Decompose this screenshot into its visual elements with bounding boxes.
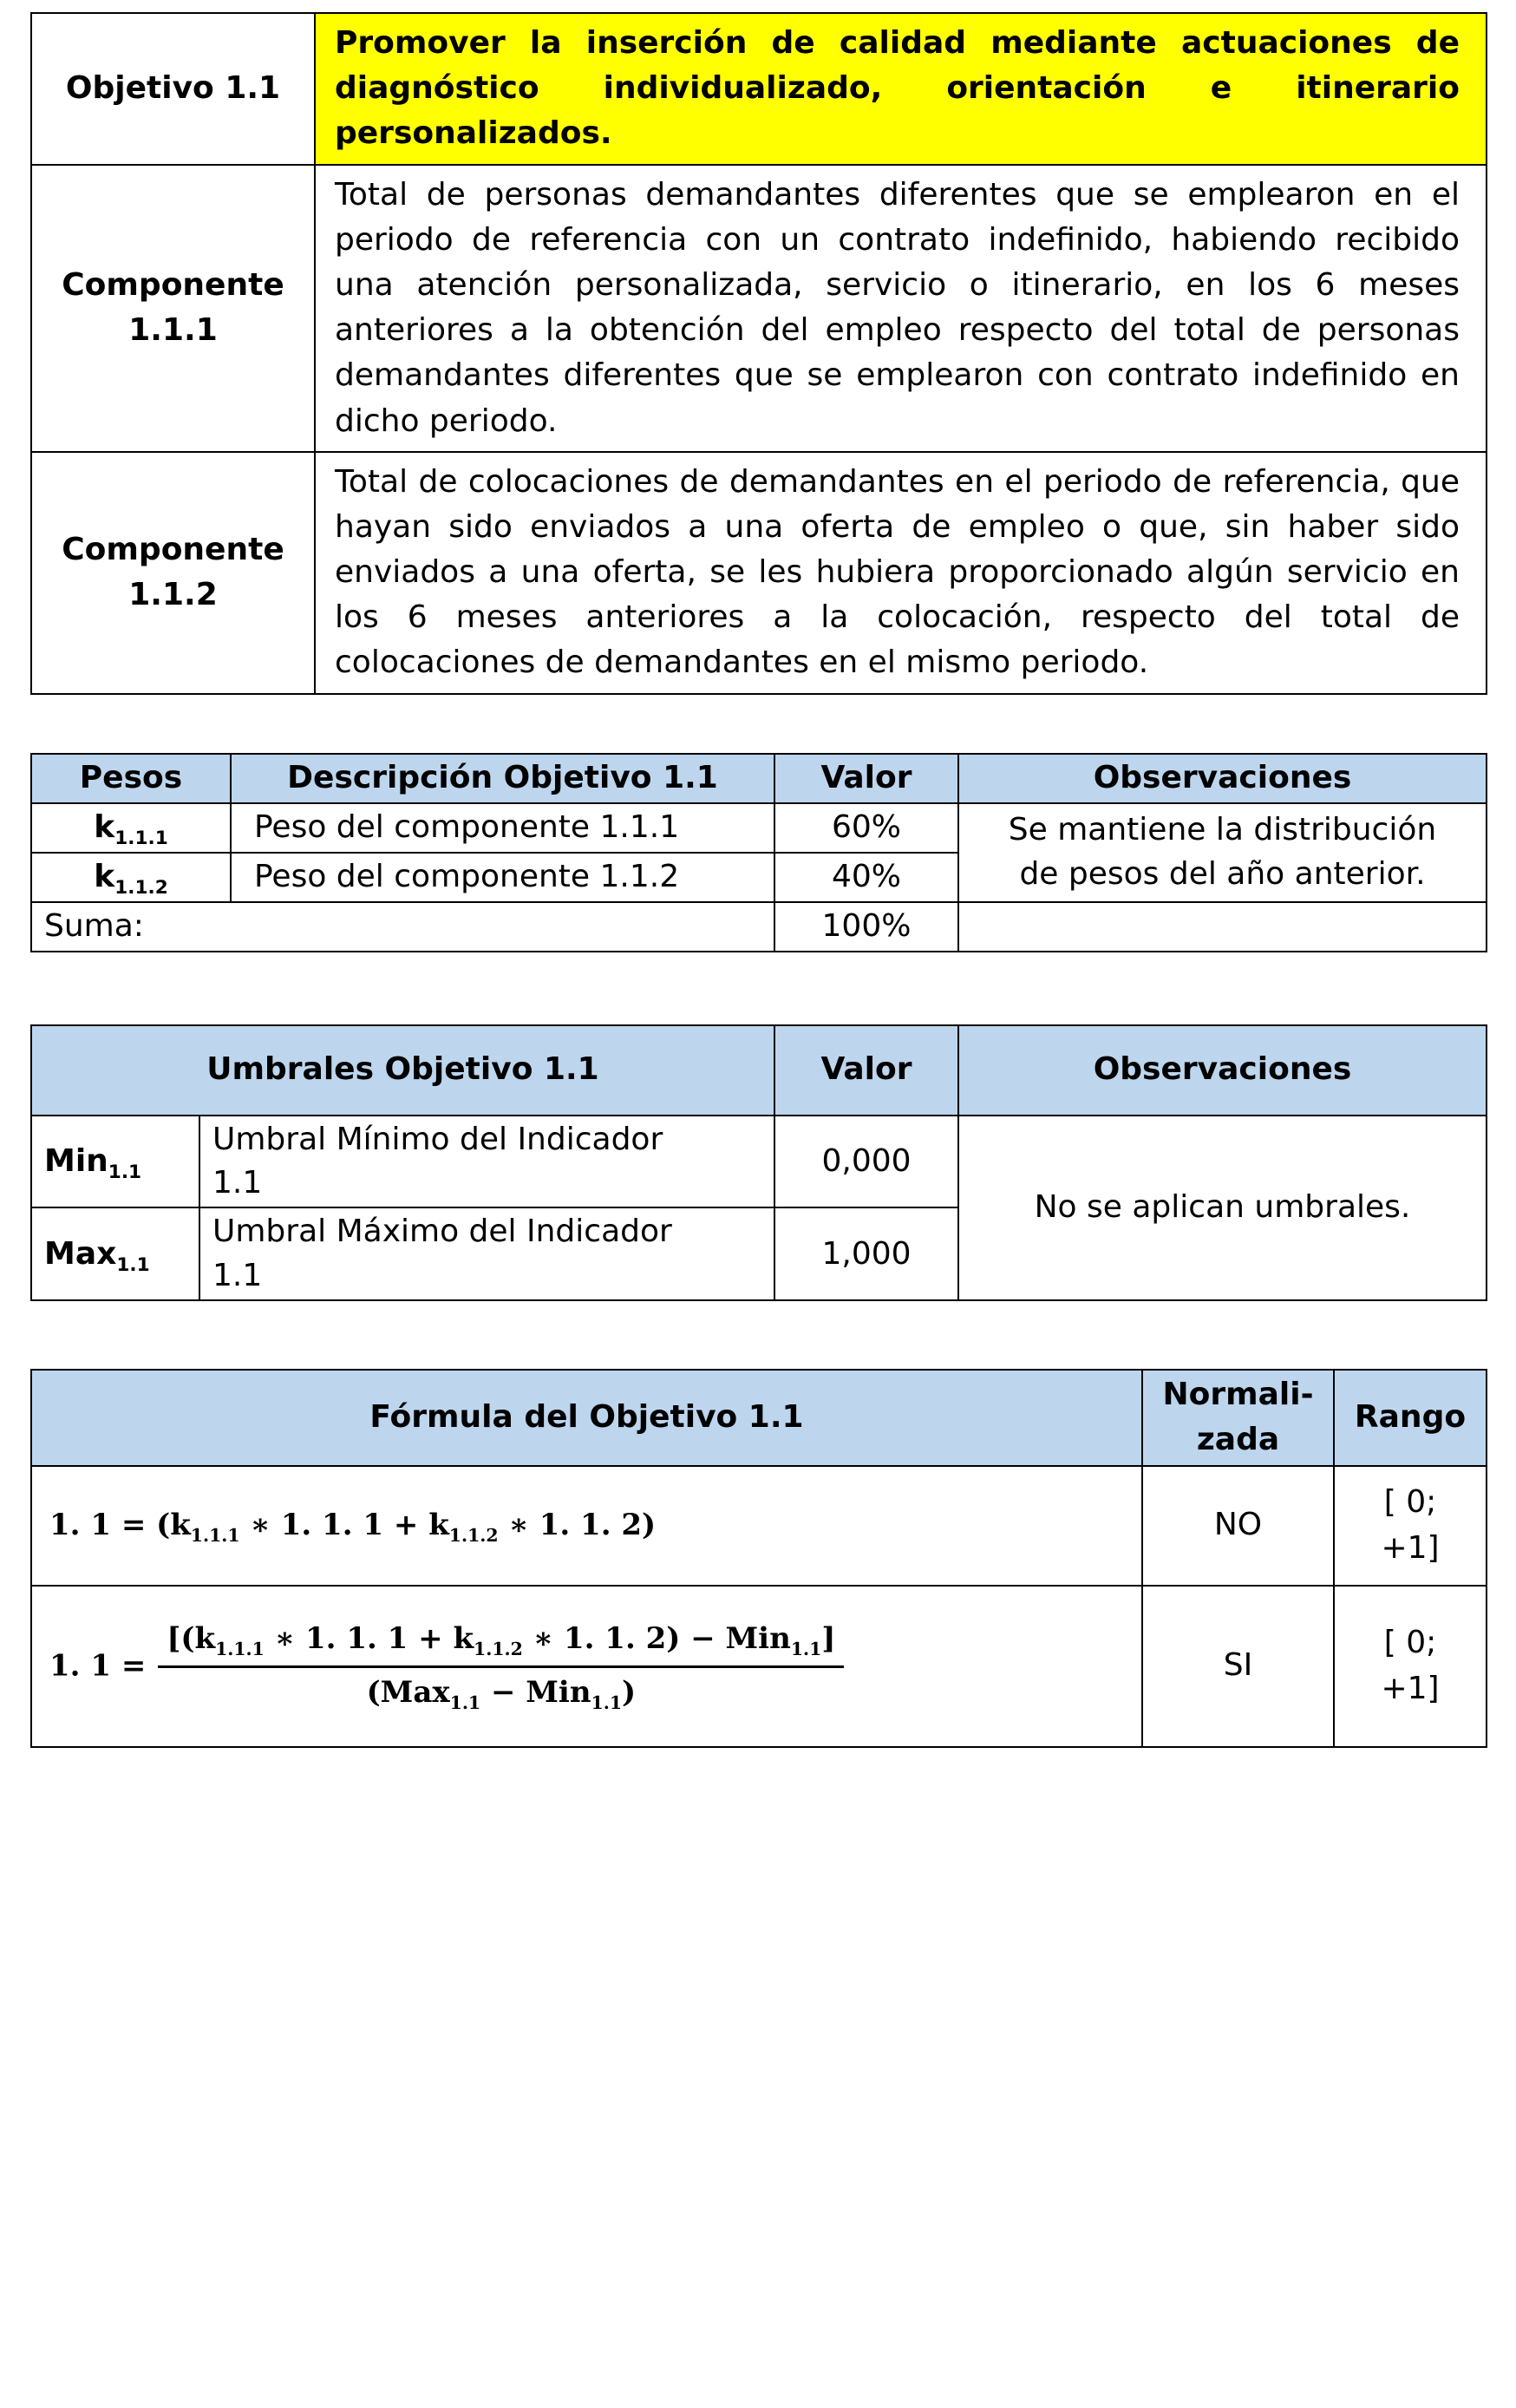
component-1-text: Total de personas demandantes diferentes que se emplearon en el periodo de referencia con un contrato indefinido, habiendo recibido una atención personalizada, servicio o itinerario, en los 6 meses anteriores a la obtención del empleo respecto del total de personas demandantes diferentes que se emplearon con contrato indefinido en dicho periodo. xyxy=(315,165,1487,452)
suma-label: Suma: xyxy=(31,902,774,952)
objective-description-table xyxy=(30,12,1487,695)
min-value: 0,000 xyxy=(774,1116,958,1208)
symbol-subscript: 1.1 xyxy=(108,1161,142,1183)
formula-row-normalized xyxy=(31,1586,1487,1747)
max-value: 1,000 xyxy=(774,1207,958,1300)
formula-normalized-expression: 1. 1 = $\frac{[(k_{1.1.1} ∗ 1. 1. 1 + k_{1.1.2} ∗ 1. 1. 2) - Min_{1.1}]}{(Max_{1.1} - Min_{1.1})}$ xyxy=(49,1647,844,1682)
umbral-min-row xyxy=(31,1116,1487,1208)
rango-value-2: [ 0; +1] xyxy=(1334,1586,1487,1747)
objective-row xyxy=(31,13,1487,165)
weight-symbol-2 xyxy=(31,853,231,902)
symbol-base: Max xyxy=(44,1235,117,1272)
weight-description-2: Peso del componente 1.1.2 xyxy=(231,853,774,902)
col-header-descripcion: Descripción Objetivo 1.1 xyxy=(231,754,774,803)
symbol-subscript: 1.1.1 xyxy=(114,828,168,850)
symbol-base: Min xyxy=(44,1142,108,1179)
col-header-formula: Fórmula del Objetivo 1.1 xyxy=(31,1370,1142,1465)
suma-observations-empty xyxy=(958,902,1487,952)
symbol-subscript: 1.1 xyxy=(116,1253,150,1276)
suma-value: 100% xyxy=(774,902,958,952)
formula-header-row xyxy=(31,1370,1487,1465)
weight-description-1: Peso del componente 1.1.1 xyxy=(231,803,774,853)
col-header-valor: Valor xyxy=(774,1025,958,1116)
pesos-suma-row xyxy=(31,902,1487,952)
fraction-numerator: [($k_{1.1.1}$ ∗ 1. 1. $1 + k_{1.1.2}$ ∗ 1. 1. 2) − Min$_{1.1}$] xyxy=(158,1618,844,1668)
component-1-row xyxy=(31,165,1487,452)
objective-text: Promover la inserción de calidad mediante actuaciones de diagnóstico individualizado, orientación e itinerario personalizados. xyxy=(315,13,1487,165)
objective-label: Objetivo 1.1 xyxy=(31,13,315,165)
symbol-subscript: 1.1.2 xyxy=(114,877,168,900)
normalizada-value-2: SI xyxy=(1142,1586,1334,1747)
col-header-rango: Rango xyxy=(1334,1370,1487,1465)
col-header-umbrales: Umbrales Objetivo 1.1 xyxy=(31,1025,774,1116)
formula-table xyxy=(30,1369,1487,1747)
normalizada-value-1: NO xyxy=(1142,1466,1334,1586)
umbrales-table xyxy=(30,1024,1487,1302)
component-2-label: Componente 1.1.2 xyxy=(31,452,315,694)
min-description: Umbral Mínimo del Indicador 1.1 xyxy=(199,1116,774,1208)
weight-value-2: 40% xyxy=(774,853,958,902)
component-1-label: Componente 1.1.1 xyxy=(31,165,315,452)
component-2-row xyxy=(31,452,1487,694)
col-header-normalizada: Normali-zada xyxy=(1142,1370,1334,1465)
symbol-base: k xyxy=(94,808,115,845)
formula-unnormalized-expression: 1. $1 = (k_{1.1.1}$ ∗ 1. 1. $1 + k_{1.1.2}$ ∗ 1. 1. 2) xyxy=(49,1508,657,1547)
umbrales-header-row xyxy=(31,1025,1487,1116)
col-header-observaciones: Observaciones xyxy=(958,1025,1487,1116)
formula-normalized xyxy=(31,1586,1142,1747)
fraction-denominator: (Max$_{1.1}$ − Min$_{1.1}$) xyxy=(366,1675,637,1713)
pesos-table xyxy=(30,753,1487,952)
max-symbol xyxy=(31,1207,199,1300)
weight-value-1: 60% xyxy=(774,803,958,853)
rango-value-1: [ 0; +1] xyxy=(1334,1466,1487,1586)
umbrales-observations: No se aplican umbrales. xyxy=(958,1116,1487,1301)
weight-symbol-1 xyxy=(31,803,231,853)
pesos-row-1 xyxy=(31,803,1487,853)
col-header-valor: Valor xyxy=(774,754,958,803)
pesos-header-row xyxy=(31,754,1487,803)
component-2-text: Total de colocaciones de demandantes en el periodo de referencia, que hayan sido enviados a una oferta de empleo o que, sin haber sido enviados a una oferta, se les hubiera proporcionado algún servicio en los 6 meses anteriores a la colocación, respecto del total de colocaciones de demandantes en el mismo periodo. xyxy=(315,452,1487,694)
min-symbol xyxy=(31,1116,199,1208)
formula-row-unnormalized xyxy=(31,1466,1487,1586)
max-description: Umbral Máximo del Indicador 1.1 xyxy=(199,1207,774,1300)
col-header-observaciones: Observaciones xyxy=(958,754,1487,803)
formula-unnormalized xyxy=(31,1466,1142,1586)
symbol-base: k xyxy=(94,858,115,894)
col-header-pesos: Pesos xyxy=(31,754,231,803)
fraction xyxy=(158,1618,844,1715)
pesos-observations: Se mantiene la distribución de pesos del año anterior. xyxy=(958,803,1487,902)
